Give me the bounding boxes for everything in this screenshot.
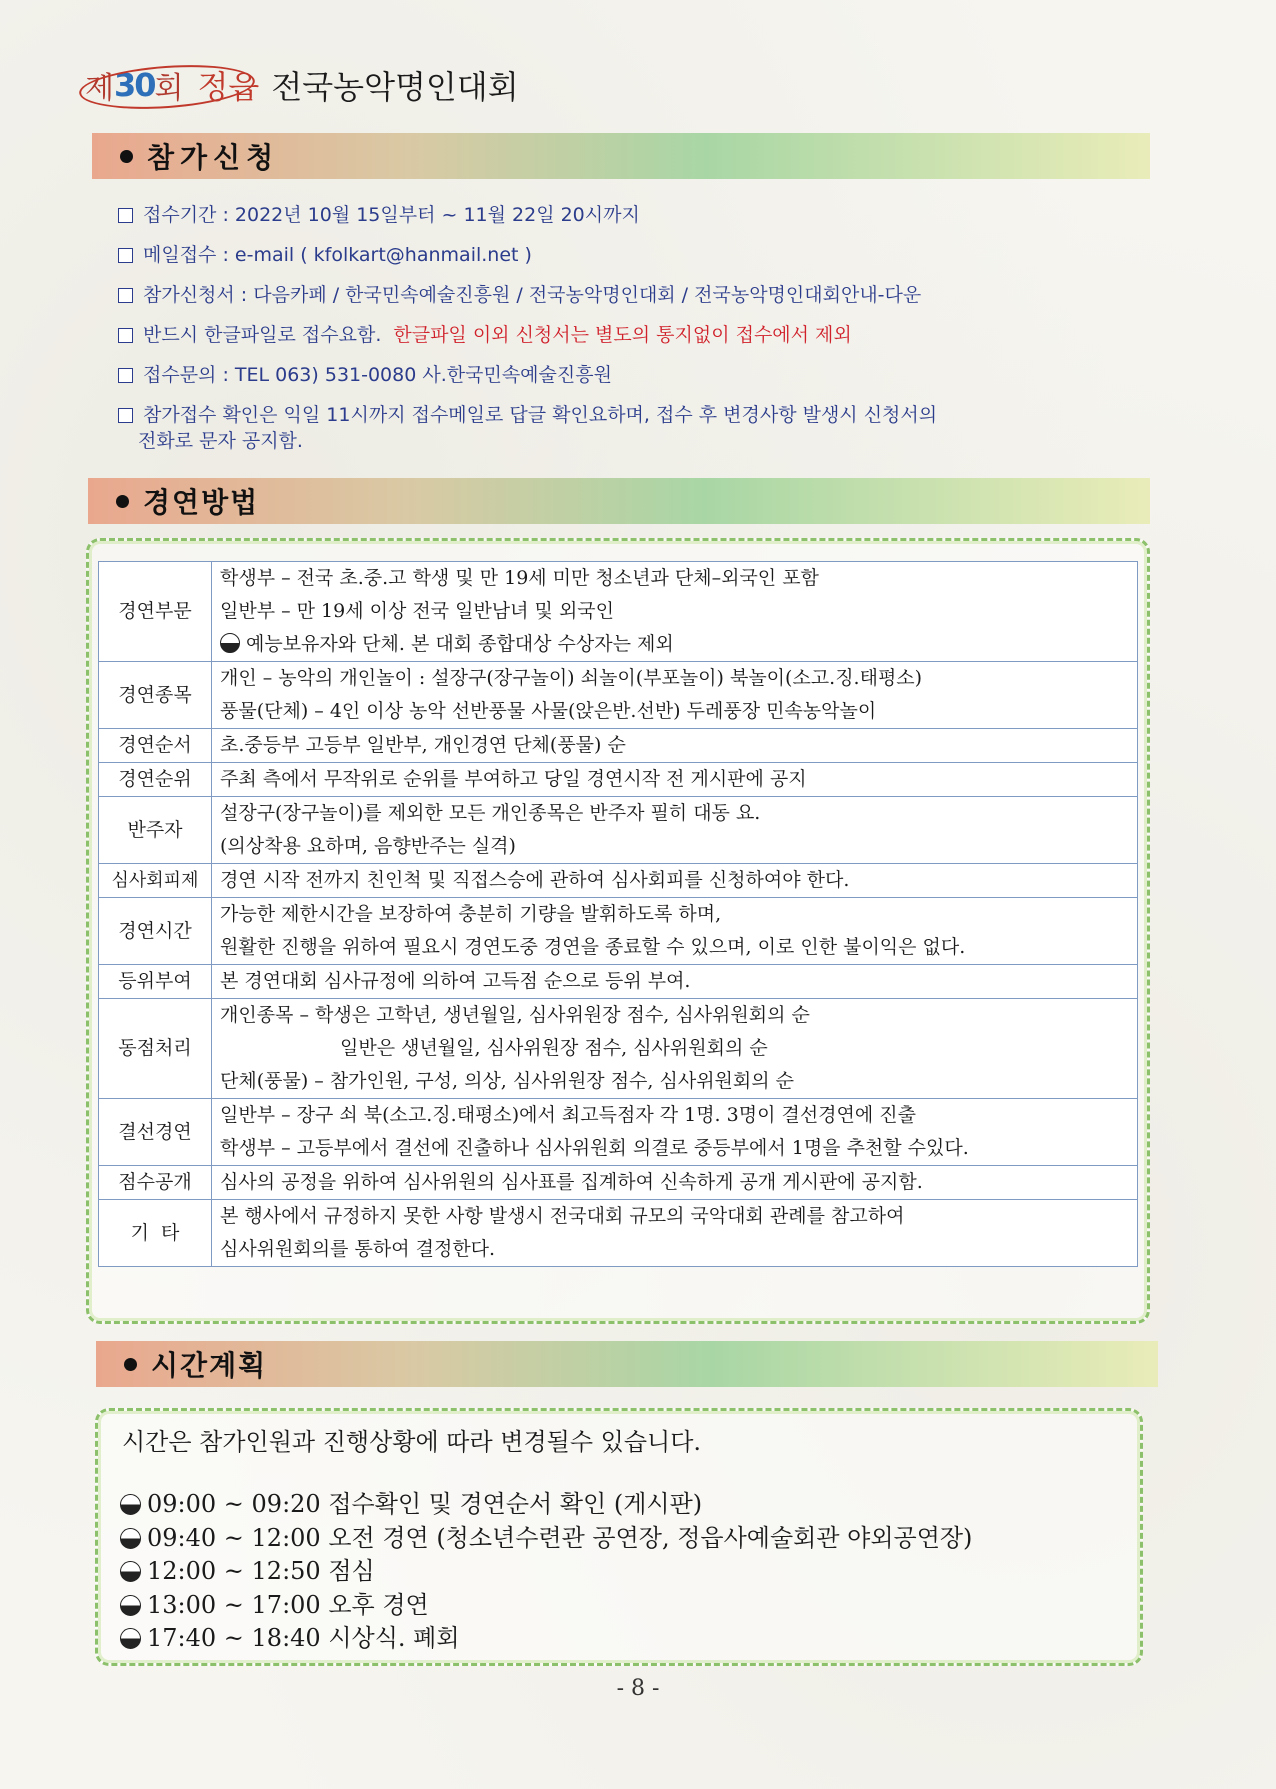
- list-item: 접수기간 : 2022년 10월 15일부터 ~ 11월 22일 20시까지: [118, 202, 1118, 228]
- bullet-dot-icon: [120, 150, 133, 163]
- edition-prefix: 제: [85, 71, 114, 106]
- bullet-dot-icon: [124, 1358, 137, 1371]
- table-row: [99, 999, 1138, 1099]
- section-bar-application: [92, 133, 1150, 179]
- list-item: 12:00 ~ 12:50 점심: [120, 1555, 972, 1589]
- competition-table: [98, 561, 1138, 1267]
- row-content: 본 경연대회 심사규정에 의하여 고득점 순으로 등위 부여.: [212, 965, 1138, 999]
- row-label: 점수공개: [99, 1166, 212, 1200]
- row-content: 개인 – 농악의 개인놀이 : 설장구(장구놀이) 쇠놀이(부포놀이) 북놀이(소고.징.태평소) 풍물(단체) – 4인 이상 농악 선반풍물 사물(앉은반.선반) 두레풍장 민속농악놀이: [212, 662, 1138, 729]
- row-content: 일반부 – 장구 쇠 북(소고.징.태평소)에서 최고득점자 각 1명. 3명이 결선경연에 진출 학생부 – 고등부에서 결선에 진출하나 심사위원회 의결로 중등부에서 1명을 추천할 수있다.: [212, 1099, 1138, 1166]
- checkbox-icon: [118, 248, 133, 263]
- table-row: [99, 797, 1138, 864]
- list-item: 17:40 ~ 18:40 시상식. 폐회: [120, 1622, 972, 1656]
- table-row: [99, 662, 1138, 729]
- checkbox-icon: [118, 368, 133, 383]
- table-row: [99, 763, 1138, 797]
- row-label: 등위부여: [99, 965, 212, 999]
- row-content: 주최 측에서 무작위로 순위를 부여하고 당일 경연시작 전 게시판에 공지: [212, 763, 1138, 797]
- list-item: 메일접수 : e-mail ( kfolkart@hanmail.net ): [118, 242, 1118, 268]
- checkbox-icon: [118, 328, 133, 343]
- list-item: 참가접수 확인은 익일 11시까지 접수메일로 답글 확인요하며, 접수 후 변경사항 발생시 신청서의: [118, 402, 1118, 428]
- table-row: [99, 965, 1138, 999]
- schedule-list: [120, 1488, 972, 1656]
- row-content: 경연 시작 전까지 친인척 및 직접스승에 관하여 심사회피를 신청하여야 한다.: [212, 864, 1138, 898]
- header-city: 정읍: [197, 68, 260, 106]
- page-header: [85, 60, 519, 110]
- row-label: 반주자: [99, 797, 212, 864]
- bullet-dot-icon: [116, 495, 129, 508]
- taegeuk-icon: [120, 1561, 141, 1582]
- row-content: 본 행사에서 규정하지 못한 사항 발생시 전국대회 규모의 국악대회 관례를 참고하여 심사위원회의를 통하여 결정한다.: [212, 1200, 1138, 1267]
- schedule-note: 시간은 참가인원과 진행상황에 따라 변경될수 있습니다.: [122, 1428, 702, 1456]
- section-title-method: 경연방법: [143, 486, 260, 519]
- row-label: 경연순위: [99, 763, 212, 797]
- row-label: 경연시간: [99, 898, 212, 965]
- page-number: - 8 -: [616, 1676, 660, 1701]
- list-item: 접수문의 : TEL 063) 531-0080 사.한국민속예술진흥원: [118, 362, 1118, 388]
- list-item: 반드시 한글파일로 접수요함. 한글파일 이외 신청서는 별도의 통지없이 접수에서 제외: [118, 322, 1118, 348]
- row-label: 경연종목: [99, 662, 212, 729]
- edition-number: 30: [113, 66, 155, 104]
- row-label: 동점처리: [99, 999, 212, 1099]
- section-title-application: 참가신청: [147, 141, 280, 174]
- table-row: [99, 1166, 1138, 1200]
- table-row: [99, 562, 1138, 662]
- edition-badge: [85, 62, 184, 108]
- section-title-schedule: 시간계획: [151, 1349, 268, 1382]
- list-item-continued: 전화로 문자 공지함.: [138, 430, 303, 452]
- warning-text: 한글파일 이외 신청서는 별도의 통지없이 접수에서 제외: [393, 324, 852, 346]
- taegeuk-icon: [120, 1628, 141, 1649]
- row-content: 초.중등부 고등부 일반부, 개인경연 단체(풍물) 순: [212, 729, 1138, 763]
- row-content: 가능한 제한시간을 보장하여 충분히 기량을 발휘하도록 하며, 원활한 진행을 위하여 필요시 경연도중 경연을 종료할 수 있으며, 이로 인한 불이익은 없다.: [212, 898, 1138, 965]
- list-item: 09:40 ~ 12:00 오전 경연 (청소년수련관 공연장, 정읍사예술회관 야외공연장): [120, 1522, 972, 1556]
- section-bar-method: [88, 478, 1150, 524]
- table-row: [99, 1200, 1138, 1267]
- row-label: 경연순서: [99, 729, 212, 763]
- list-item: 09:00 ~ 09:20 접수확인 및 경연순서 확인 (게시판): [120, 1488, 972, 1522]
- list-item: 참가신청서 : 다음카페 / 한국민속예술진흥원 / 전국농악명인대회 / 전국농악명인대회안내-다운: [118, 282, 1118, 308]
- row-content: 심사의 공정을 위하여 심사위원의 심사표를 집계하여 신속하게 공개 게시판에 공지함.: [212, 1166, 1138, 1200]
- row-label: 기 타: [99, 1200, 212, 1267]
- taegeuk-icon: [120, 1528, 141, 1549]
- row-label: 심사회피제: [99, 864, 212, 898]
- checkbox-icon: [118, 208, 133, 223]
- row-label: 경연부문: [99, 562, 212, 662]
- taegeuk-icon: [120, 1494, 141, 1515]
- application-list: [118, 202, 1118, 468]
- row-label: 결선경연: [99, 1099, 212, 1166]
- row-content: 개인종목 – 학생은 고학년, 생년월일, 심사위원장 점수, 심사위원회의 순 일반은 생년월일, 심사위원장 점수, 심사위원회의 순 단체(풍물) – 참가인원, 구성, 의상, 심사위원장 점수, 심사위원회의 순: [212, 999, 1138, 1099]
- row-content: 설장구(장구놀이)를 제외한 모든 개인종목은 반주자 필히 대동 요. (의상착용 요하며, 음향반주는 실격): [212, 797, 1138, 864]
- checkbox-icon: [118, 408, 133, 423]
- edition-suffix: 회: [154, 71, 184, 106]
- taegeuk-icon: [120, 1595, 141, 1616]
- row-content: 학생부 – 전국 초.중.고 학생 및 만 19세 미만 청소년과 단체–외국인 포함 일반부 – 만 19세 이상 전국 일반남녀 및 외국인 예능보유자와 단체. 본 대회 종합대상 수상자는 제외: [212, 562, 1138, 662]
- taegeuk-icon: [220, 633, 240, 653]
- table-row: [99, 729, 1138, 763]
- header-title: 전국농악명인대회: [271, 68, 519, 106]
- table-row: [99, 898, 1138, 965]
- list-item: 13:00 ~ 17:00 오후 경연: [120, 1589, 972, 1623]
- table-row: [99, 864, 1138, 898]
- section-bar-schedule: [96, 1341, 1158, 1387]
- table-row: [99, 1099, 1138, 1166]
- checkbox-icon: [118, 288, 133, 303]
